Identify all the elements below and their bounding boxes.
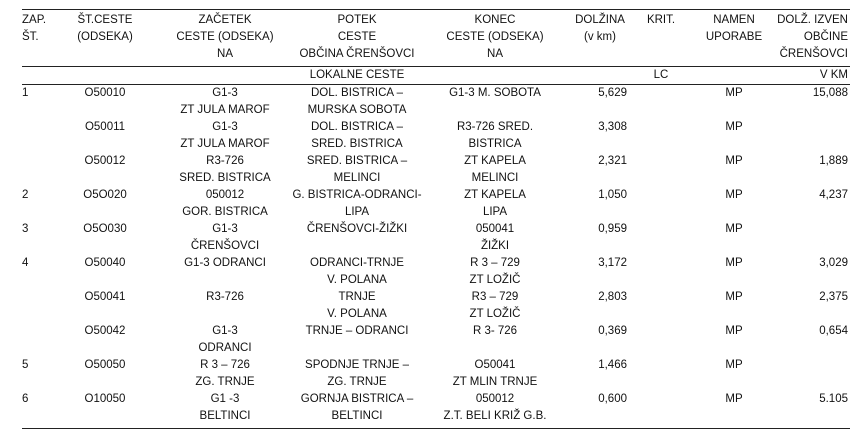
row-number: 2 (22, 189, 29, 201)
road-start: SRED. BISTRICA (179, 172, 271, 184)
road-start: ČRENŠOVCI (190, 240, 260, 252)
header-krit: KRIT. (646, 14, 676, 26)
road-start: ZT JULA MAROF (180, 138, 270, 150)
road-purpose: MP (725, 291, 743, 303)
road-route: LIPA (344, 206, 370, 218)
header-konec: NA (487, 48, 503, 60)
header-zacetek: ZAČETEK (198, 14, 252, 26)
road-route: TRNJE (338, 291, 376, 303)
road-end: MELINCI (471, 172, 519, 184)
road-length: 2,321 (598, 155, 627, 167)
length-outside: 2,375 (819, 291, 848, 303)
row-number: 5 (22, 359, 29, 371)
road-length: 0,600 (598, 393, 627, 405)
road-route: SRED. BISTRICA – (306, 155, 408, 167)
road-code: O50050 (84, 359, 126, 371)
header-konec: KONEC (474, 14, 516, 26)
road-length: 3,172 (598, 257, 627, 269)
road-end: ZT LOŽIČ (469, 308, 521, 320)
header-rule (22, 66, 850, 67)
header-konec: CESTE (ODSEKA) (446, 31, 544, 43)
header-potek: CESTE (337, 31, 377, 43)
row-number: 1 (22, 87, 29, 99)
road-code: O50042 (84, 325, 126, 337)
header-potek: POTEK (337, 14, 377, 26)
length-outside: 15,088 (812, 87, 848, 99)
road-code: O5O020 (83, 189, 127, 201)
road-route: SRED. BISTRICA (311, 138, 403, 150)
table-top-rule (22, 9, 850, 10)
row-number: 4 (22, 257, 29, 269)
road-start: G1-3 (212, 87, 238, 99)
road-end: ZT KAPELA (464, 155, 526, 167)
road-code: O50040 (84, 257, 126, 269)
road-purpose: MP (725, 189, 743, 201)
road-end: 050041 (475, 223, 515, 235)
road-route: SPODNJE TRNJE – (305, 359, 409, 371)
road-start: GOR. BISTRICA (182, 206, 268, 218)
section-unit: V KM (819, 69, 848, 81)
length-outside: 1,889 (819, 155, 848, 167)
road-purpose: MP (725, 155, 743, 167)
road-start: ODRANCI (198, 342, 252, 354)
road-length: 0,369 (598, 325, 627, 337)
length-outside: 4,237 (819, 189, 848, 201)
road-end: BISTRICA (468, 138, 522, 150)
road-end: ŽIŽKI (480, 240, 510, 252)
row-number: 6 (22, 393, 29, 405)
road-end: R3 – 729 (471, 291, 519, 303)
length-outside: 0,654 (819, 325, 848, 337)
header-zacetek: NA (217, 48, 233, 60)
road-start: G1-3 (212, 325, 238, 337)
road-start: R3-726 (206, 155, 244, 167)
header-dolz-izven: ČRENŠOVCI (779, 48, 848, 60)
road-end: R 3 – 729 (470, 257, 520, 269)
header-zap: ZAP. (22, 14, 47, 26)
road-route: DOL. BISTRICA – (310, 121, 404, 133)
road-code: O50041 (84, 291, 126, 303)
road-route: ZG. TRNJE (327, 376, 387, 388)
road-start: G1-3 (212, 223, 238, 235)
road-start: BELTINCI (199, 410, 251, 422)
road-end: ZT LOŽIČ (469, 274, 521, 286)
road-end: R 3- 726 (472, 325, 518, 337)
road-start: G1-3 ODRANCI (184, 257, 266, 269)
road-purpose: MP (725, 121, 743, 133)
road-purpose: MP (725, 87, 743, 99)
length-outside: 3,029 (819, 257, 848, 269)
road-route: MURSKA SOBOTA (307, 104, 407, 116)
road-length: 5,629 (598, 87, 627, 99)
section-title: LOKALNE CESTE (309, 69, 405, 81)
road-purpose: MP (725, 257, 743, 269)
road-end: 050012 (475, 393, 515, 405)
road-code: O5O030 (83, 223, 127, 235)
road-length: 3,308 (598, 121, 627, 133)
road-start: ZG. TRNJE (195, 376, 255, 388)
road-code: O50012 (84, 155, 126, 167)
header-dolz-izven: OBČINE (803, 31, 848, 43)
road-route: ODRANCI-TRNJE (310, 257, 404, 269)
road-route: GORNJA BISTRICA – (300, 393, 414, 405)
header-zap: ŠT. (22, 31, 39, 43)
road-length: 0,959 (598, 223, 627, 235)
road-length: 1,466 (598, 359, 627, 371)
road-start: 050012 (205, 189, 245, 201)
road-code: O50010 (84, 87, 126, 99)
road-end: O50041 (474, 359, 516, 371)
road-end: R3-726 SRED. (456, 121, 534, 133)
road-route: DOL. BISTRICA – (310, 87, 404, 99)
road-route: V. POLANA (327, 274, 387, 286)
section-krit: LC (653, 69, 669, 81)
header-st-ceste: (ODSEKA) (77, 31, 133, 43)
road-route: G. BISTRICA-ODRANCI- (292, 189, 422, 201)
road-purpose: MP (725, 325, 743, 337)
road-route: TRNJE – ODRANCI (305, 325, 409, 337)
road-start: G1-3 (212, 121, 238, 133)
road-start: ZT JULA MAROF (180, 104, 270, 116)
road-route: MELINCI (333, 172, 381, 184)
header-namen: UPORABE (705, 31, 763, 43)
header-namen: NAMEN (713, 14, 755, 26)
road-route: V. POLANA (327, 308, 387, 320)
road-length: 2,803 (598, 291, 627, 303)
road-end: ZT MLIN TRNJE (452, 376, 538, 388)
road-start: G1 -3 (210, 393, 240, 405)
length-outside: 5.105 (819, 393, 848, 405)
road-end: G1-3 M. SOBOTA (449, 87, 541, 99)
header-dolzina: DOLŽINA (575, 14, 625, 26)
section-rule (22, 84, 850, 85)
road-purpose: MP (725, 393, 743, 405)
road-route: BELTINCI (331, 410, 383, 422)
road-start: R3-726 (206, 291, 244, 303)
road-purpose: MP (725, 359, 743, 371)
road-end: ZT KAPELA (464, 189, 526, 201)
road-code: O10050 (84, 393, 126, 405)
header-st-ceste: ŠT.CESTE (77, 14, 133, 26)
road-purpose: MP (725, 223, 743, 235)
road-length: 1,050 (598, 189, 627, 201)
header-dolzina: (v km) (584, 31, 616, 43)
header-potek: OBČINA ČRENŠOVCI (299, 48, 415, 60)
road-start: R 3 – 726 (200, 359, 250, 371)
header-dolz-izven: DOLŽ. IZVEN (777, 14, 848, 26)
road-code: O50011 (84, 121, 126, 133)
road-end: Z.T. BELI KRIŽ G.B. (443, 410, 547, 422)
header-zacetek: CESTE (ODSEKA) (176, 31, 274, 43)
road-end: LIPA (482, 206, 508, 218)
table-bottom-rule (22, 428, 850, 429)
row-number: 3 (22, 223, 29, 235)
road-route: ČRENŠOVCI-ŽIŽKI (306, 223, 408, 235)
